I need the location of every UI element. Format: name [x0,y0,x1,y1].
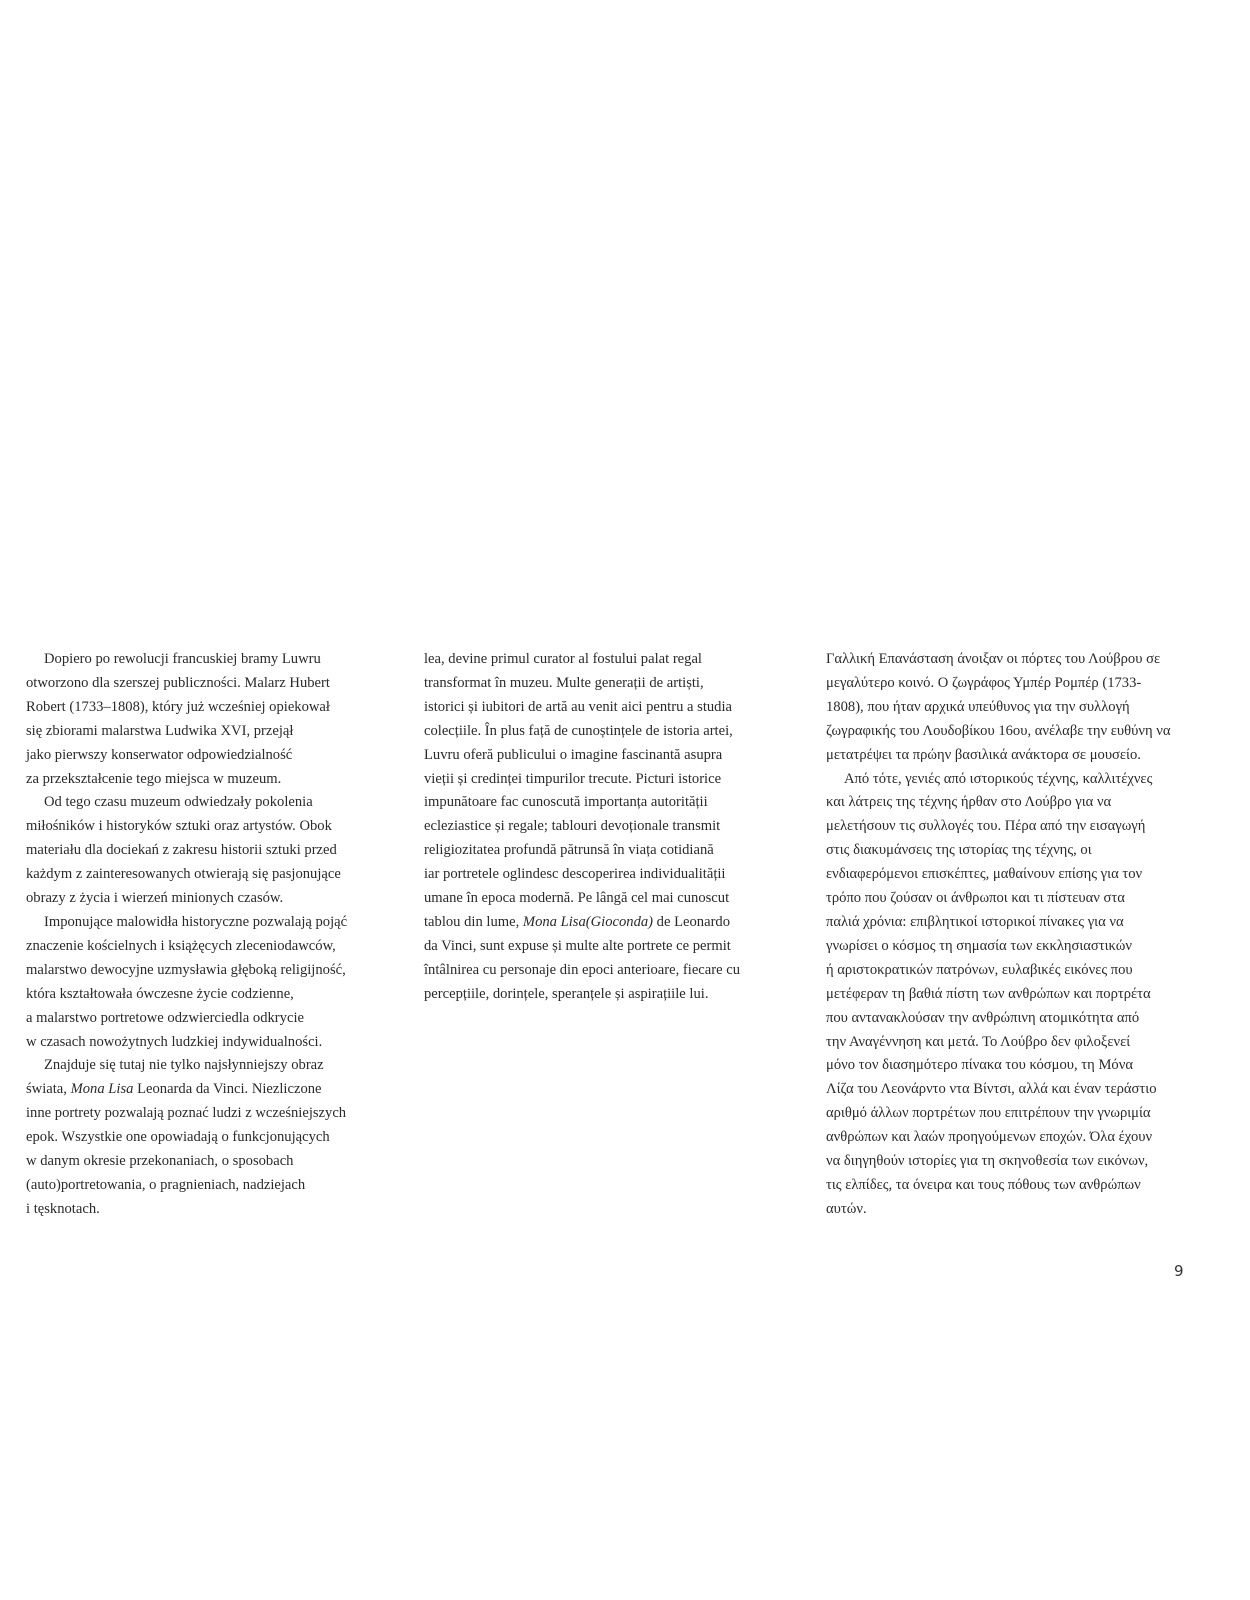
text-column-polish [26,648,386,1222]
text-line: jako pierwszy konserwator odpowiedzialność [26,746,293,763]
text-line: Dopiero po rewolucji francuskiej bramy Luwru [44,651,321,667]
text-line [424,911,784,935]
paragraph [26,648,386,791]
text-line: lea, devine primul curator al fostului palat regal [424,651,702,667]
text-line [26,1078,386,1102]
text-line: μετέφεραν τη βαθιά πίστη των ανθρώπων και πορτρέτα [826,985,1151,1002]
text-line: Robert (1733–1808), który już wcześniej opiekował [26,698,330,715]
paragraph [26,911,386,1054]
text-run: Leonarda da Vinci. Niezliczone [133,1081,322,1098]
page-number: 9 [1174,1262,1184,1280]
text-line: παλιά χρόνια: επιβλητικοί ιστορικοί πίνακες για να [826,913,1124,930]
text-line: Od tego czasu muzeum odwiedzały pokolenia [44,794,313,811]
text-run: tablou din lume, [424,913,523,930]
text-line: malarstwo dewocyjne uzmysławia głęboką religijność, [26,961,346,978]
text-run: de Leonardo [653,913,731,930]
text-line: colecțiile. În plus față de cunoștințele de istoria artei, [424,722,733,739]
text-line: otworzono dla szerszej publiczności. Malarz Hubert [26,674,330,691]
text-line: a malarstwo portretowe odzwierciedla odkrycie [26,1009,304,1026]
artwork-title: Mona Lisa [70,1081,134,1098]
paragraph [26,1054,386,1221]
text-line: znaczenie kościelnych i książęcych zleceniodawców, [26,937,336,954]
text-line: materiału dla dociekań z zakresu historii sztuki przed [26,842,337,859]
text-line: (auto)portretowania, o pragnieniach, nadziejach [26,1176,306,1193]
paragraph [424,648,784,1007]
text-line: w danym okresie przekonaniach, o sposobach [26,1153,294,1170]
text-line: ενδιαφερόμενοι επισκέπτες, μαθαίνουν επίσης για τον [826,866,1143,883]
text-line: i tęsknotach. [26,1200,100,1217]
text-line: την Αναγέννηση και μετά. Το Λούβρο δεν φιλοξενεί [826,1033,1131,1050]
text-line: στις διακυμάνσεις της ιστορίας της τέχνης, οι [826,842,1092,859]
text-line: να διηγηθούν ιστορίες για τη σκηνοθεσία των εικόνων, [826,1153,1149,1170]
text-line: vieții și credinței timpurilor trecute. Picturi istorice [424,770,722,787]
text-line: Imponujące malowidła historyczne pozwalają pojąć [44,913,348,930]
text-line: istorici și iubitori de artă au venit aici pentru a studia [424,698,733,715]
text-line: γνωρίσει ο κόσμος τη σημασία των εκκλησιαστικών [826,937,1132,954]
text-run: świata, [26,1081,71,1098]
artwork-title: Mona Lisa(Gioconda) [522,913,654,930]
text-line: Λίζα του Λεονάρντο ντα Βίντσι, αλλά και έναν τεράστιο [826,1081,1157,1098]
text-line: întâlnirea cu personaje din epoci anterioare, fiecare cu [424,961,741,978]
text-line: ανθρώπων και λαών προηγούμενων εποχών. Όλα έχουν [826,1129,1153,1146]
text-line: inne portrety pozwalają poznać ludzi z wcześniejszych [26,1105,347,1122]
text-line: αριθμό άλλων πορτρέτων που επιτρέπουν την γνωριμία [826,1105,1151,1122]
text-line: αυτών. [826,1200,867,1217]
text-line: percepțiile, dorințele, speranțele și aspirațiile lui. [424,985,709,1002]
text-line: impunătoare fac cunoscută importanța autorității [424,794,708,811]
text-line: Luvru oferă publicului o imagine fascinantă asupra [424,746,723,763]
text-line: ecleziastice și regale; tablouri devoționale transmit [424,818,721,835]
text-line: się zbiorami malarstwa Ludwika XVI, przejął [26,722,294,739]
text-line: miłośników i historyków sztuki oraz artystów. Obok [26,818,332,835]
text-line: που αντανακλούσαν την ανθρώπινη ατομικότητα από [826,1009,1140,1026]
text-line: każdym z zainteresowanych otwierają się pasjonujące [26,866,341,883]
text-line: która kształtowała ówczesne życie codzienne, [26,985,294,1002]
text-line: Από τότε, γενιές από ιστορικούς τέχνης, καλλιτέχνες [844,770,1153,787]
text-line: Znajduje się tutaj nie tylko najsłynniejszy obraz [44,1057,324,1074]
text-line: umane în epoca modernă. Pe lângă cel mai cunoscut [424,890,730,907]
text-column-greek [826,648,1206,1222]
paragraph [26,791,386,911]
text-line: religiozitatea profundă pătrunsă în viața cotidiană [424,842,714,859]
text-line: za przekształcenie tego miejsca w muzeum. [26,770,282,787]
text-line: ή αριστοκρατικών πατρόνων, ευλαβικές εικόνες που [826,961,1133,978]
text-line: Γαλλική Επανάσταση άνοιξαν οι πόρτες του Λούβρου σε [826,651,1161,667]
text-line: και λάτρεις της τέχνης ήρθαν στο Λούβρο για να [826,794,1112,811]
text-line: τις ελπίδες, τα όνειρα και τους πόθους των ανθρώπων [826,1176,1141,1193]
text-line: τρόπο που ζούσαν οι άνθρωποι και τι πίστευαν στα [826,890,1125,907]
text-line: epok. Wszystkie one opowiadają o funkcjonujących [26,1129,330,1146]
text-line: ζωγραφικής του Λουδοβίκου 16ου, ανέλαβε την ευθύνη να [826,722,1171,739]
text-line: μελετήσουν τις συλλογές του. Πέρα από την εισαγωγή [826,818,1146,835]
text-line: μεγαλύτερο κοινό. Ο ζωγράφος Υμπέρ Ρομπέρ (1733- [826,674,1142,691]
text-line: μόνο τον διασημότερο πίνακα του κόσμου, τη Μόνα [826,1057,1133,1074]
text-line: obrazy z życia i wierzeń minionych czasów. [26,890,284,907]
text-line: transformat în muzeu. Multe generații de artiști, [424,674,704,691]
text-line: 1808), που ήταν αρχικά υπεύθυνος για την συλλογή [826,698,1130,715]
text-line: iar portretele oglindesc descoperirea individualității [424,866,726,883]
paragraph [826,648,1206,768]
text-column-romanian [424,648,784,1007]
paragraph [826,768,1206,1222]
text-line: μετατρέψει τα πρώην βασιλικά ανάκτορα σε μουσείο. [826,746,1141,763]
text-line: w czasach nowożytnych ludzkiej indywidualności. [26,1033,323,1050]
text-line: da Vinci, sunt expuse și multe alte portrete ce permit [424,937,731,954]
